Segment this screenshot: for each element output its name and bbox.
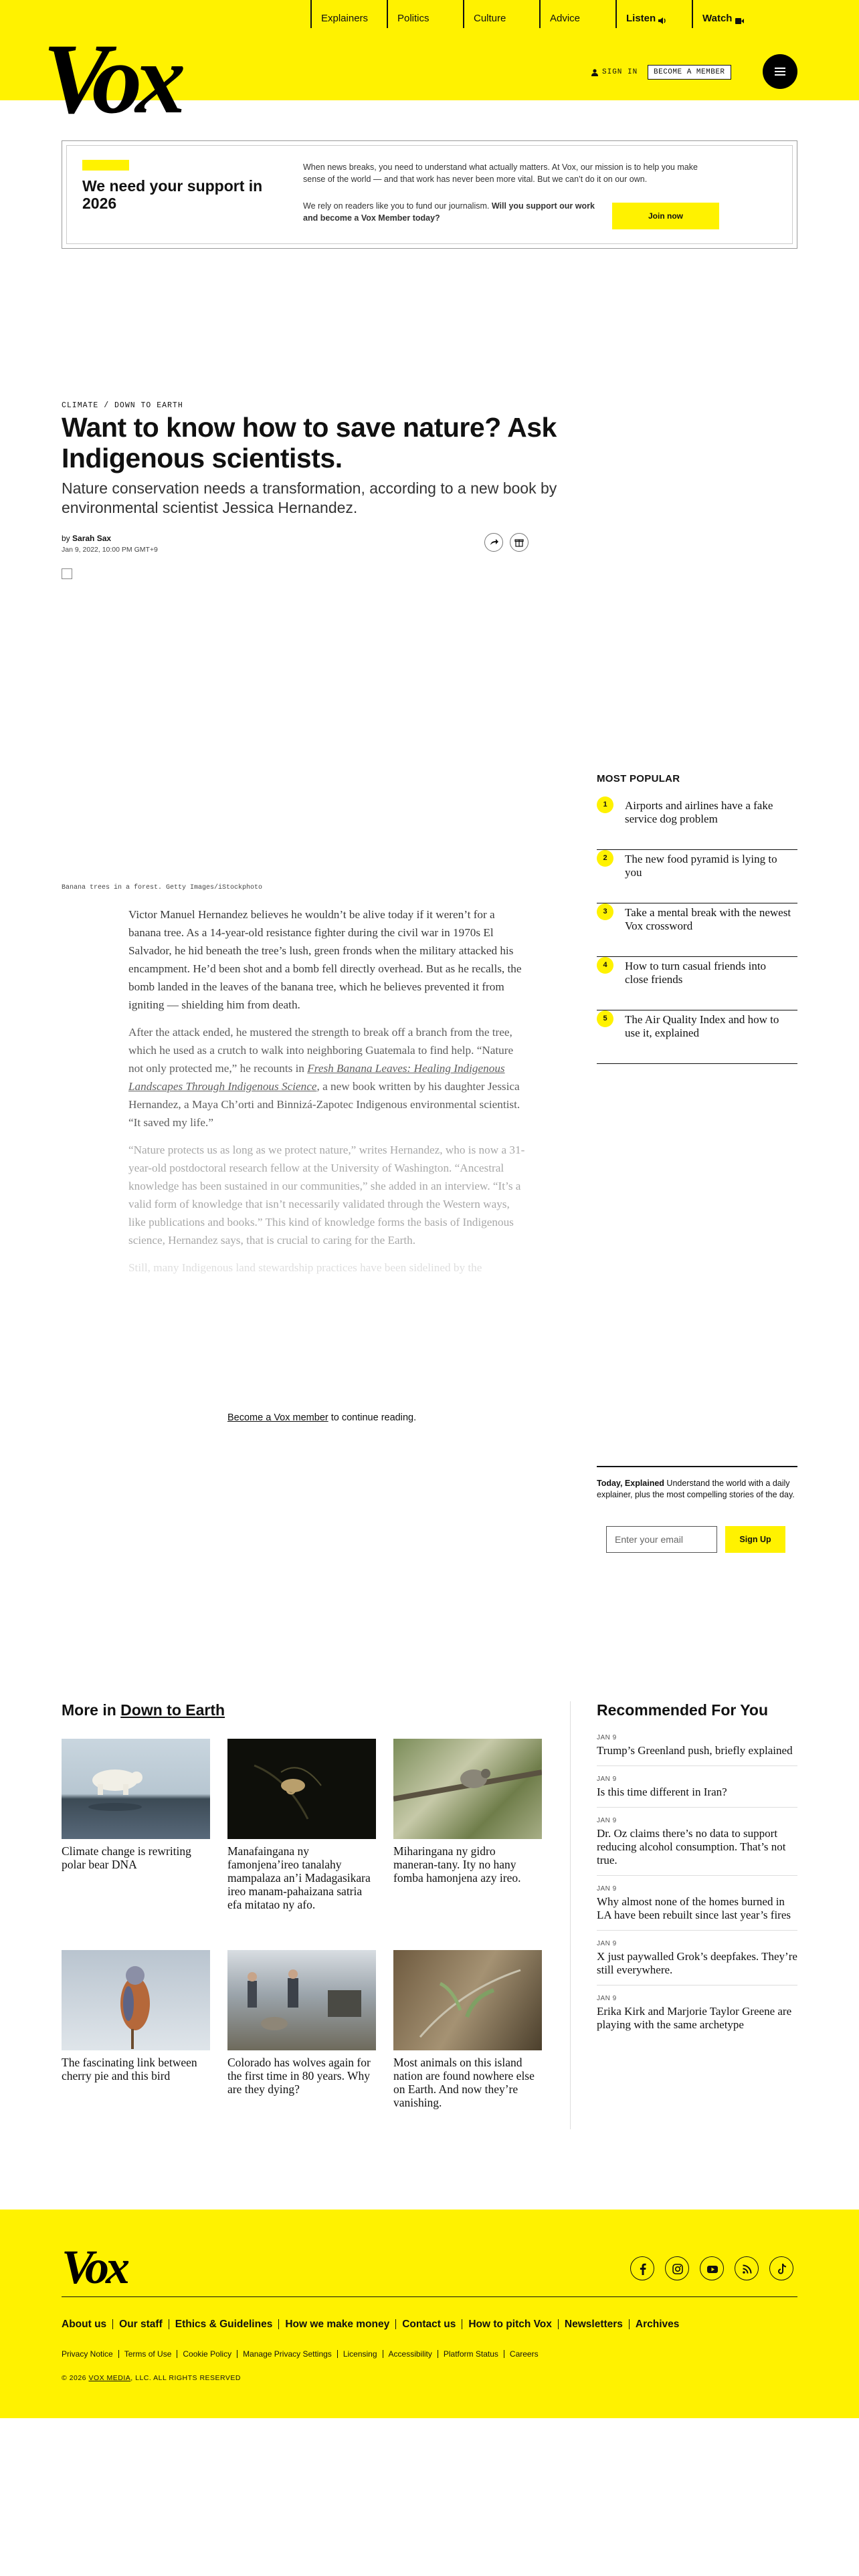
publish-date: Jan 9, 2022, 10:00 PM GMT+9 xyxy=(62,546,158,554)
nav-watch[interactable] xyxy=(692,0,768,28)
more-in-heading xyxy=(62,1701,225,1719)
nav-culture[interactable]: Culture xyxy=(463,0,539,28)
recommended-for-you xyxy=(597,1701,797,2049)
kestrel-image xyxy=(62,1950,210,2050)
paragraph-2b: , a new book written by his daughter Jessica Hernandez, a Maya Ch’orti and Binnizá-Zapotec Indigenous environmental scientist. “It saved my life.” xyxy=(128,1080,520,1129)
popular-item[interactable] xyxy=(597,850,797,903)
recommended-headline[interactable]: Trump’s Greenland push, briefly explained xyxy=(597,1744,793,1757)
facebook-link[interactable] xyxy=(630,2256,654,2280)
vox-media-link[interactable]: VOX MEDIA xyxy=(88,2374,131,2382)
story-card[interactable] xyxy=(227,1739,376,1911)
footer-link[interactable]: Ethics & Guidelines xyxy=(169,2319,279,2329)
support-text-2 xyxy=(303,200,597,224)
recommended-headline[interactable]: Erika Kirk and Marjorie Taylor Greene are playing with the same archetype xyxy=(597,2005,792,2031)
hamburger-icon-line xyxy=(775,74,785,76)
popular-item[interactable] xyxy=(597,796,797,850)
recommended-date: JAN 9 xyxy=(597,1885,617,1893)
story-title[interactable]: Climate change is rewriting polar bear DNA xyxy=(62,1844,191,1871)
recommended-headline[interactable]: Dr. Oz claims there’s no data to support reducing alcohol consumption. That’s not true. xyxy=(597,1827,786,1866)
legal-link[interactable]: Accessibility xyxy=(383,2350,438,2358)
recommended-item[interactable] xyxy=(597,1940,797,1985)
author-link[interactable]: Sarah Sax xyxy=(72,534,112,543)
youtube-icon xyxy=(700,2257,725,2281)
copyright-a: © 2026 xyxy=(62,2374,89,2382)
footer-link[interactable]: Archives xyxy=(629,2319,685,2329)
recommended-date: JAN 9 xyxy=(597,1995,617,2002)
recommended-headline[interactable]: X just paywalled Grok’s deepfakes. They’re still everywhere. xyxy=(597,1950,797,1976)
rank-badge: 5 xyxy=(597,1010,613,1027)
paragraph-2 xyxy=(128,1023,526,1132)
legal-link[interactable]: Terms of Use xyxy=(118,2350,177,2358)
footer-legal-links xyxy=(62,2350,544,2358)
article-headline: Want to know how to save nature? Ask Indigenous scientists. xyxy=(62,412,557,473)
nav-explainers[interactable]: Explainers xyxy=(310,0,387,28)
popular-item[interactable] xyxy=(597,1010,797,1064)
nav-politics[interactable]: Politics xyxy=(387,0,463,28)
top-nav xyxy=(310,0,768,28)
paragraph-2a: After the attack ended, he mustered the strength to break off a branch from the tree, which he used as a crutch to walk into neighboring Guatemala to find help. “Nature not only protected me,” he recounts in xyxy=(128,1026,514,1075)
chameleon-image xyxy=(227,1739,376,1839)
footer-main-links xyxy=(62,2319,685,2329)
share-button[interactable] xyxy=(484,533,503,552)
youtube-link[interactable] xyxy=(700,2256,724,2280)
newsletter-signup xyxy=(597,1466,797,1545)
copyright-b: , LLC. ALL RIGHTS RESERVED xyxy=(130,2374,242,2382)
story-card[interactable] xyxy=(393,1950,542,2109)
vox-logo[interactable] xyxy=(43,31,210,118)
rank-badge: 1 xyxy=(597,796,613,813)
instagram-link[interactable] xyxy=(665,2256,689,2280)
user-icon xyxy=(591,69,598,76)
story-title[interactable]: Colorado has wolves again for the first time in 80 years. Why are they dying? xyxy=(227,2056,371,2096)
menu-button[interactable] xyxy=(763,54,797,89)
hamburger-icon-line xyxy=(775,71,785,72)
most-popular xyxy=(597,773,797,1064)
story-card[interactable] xyxy=(393,1739,542,1885)
thumbnail[interactable] xyxy=(62,1739,210,1839)
popular-title[interactable]: Take a mental break with the newest Vox crossword xyxy=(625,906,791,932)
site-header xyxy=(0,0,859,118)
recommended-item[interactable] xyxy=(597,1734,797,1766)
footer-vox-logo[interactable] xyxy=(62,2246,146,2287)
footer-link[interactable]: About us xyxy=(62,2319,107,2330)
plant-image xyxy=(393,1950,542,2050)
sign-in-label: SIGN IN xyxy=(602,68,638,76)
support-accent-bar xyxy=(82,160,129,171)
thumbnail[interactable] xyxy=(393,1950,542,2050)
hamburger-icon xyxy=(775,68,785,69)
recommended-date: JAN 9 xyxy=(597,1776,617,1783)
rank-badge: 4 xyxy=(597,957,613,974)
most-popular-title: MOST POPULAR xyxy=(597,773,680,784)
section-link[interactable]: Down to Earth xyxy=(120,1701,225,1719)
thumbnail[interactable] xyxy=(227,1739,376,1839)
popular-item[interactable] xyxy=(597,957,797,1010)
legal-link[interactable]: Privacy Notice xyxy=(62,2349,113,2359)
popular-item[interactable] xyxy=(597,903,797,957)
site-footer xyxy=(0,2210,859,2418)
story-card[interactable] xyxy=(62,1739,210,1871)
rank-badge: 2 xyxy=(597,850,613,867)
footer-link[interactable]: Contact us xyxy=(395,2319,462,2329)
story-title[interactable]: Manafaingana ny famonjena’ireo tanalahy mampalaza an’i Madagasikara ireo manam-pahaizana satria efa mitatao ny afo. xyxy=(227,1844,371,1911)
footer-divider xyxy=(62,2296,797,2297)
footer-link[interactable]: Our staff xyxy=(112,2319,169,2329)
support-text-1: When news breaks, you need to understand what actually matters. At Vox, our mission is to help you make sense of the world — and that work has never been more vital. But we can’t do it on our own. xyxy=(303,163,698,184)
recommended-date: JAN 9 xyxy=(597,1734,617,1741)
story-card[interactable] xyxy=(227,1950,376,2096)
popular-title[interactable]: How to turn casual friends into close friends xyxy=(625,960,767,986)
popular-title[interactable]: The new food pyramid is lying to you xyxy=(625,853,777,879)
rss-link[interactable] xyxy=(735,2256,759,2280)
rank-badge: 3 xyxy=(597,903,613,920)
tiktok-link[interactable] xyxy=(769,2256,793,2280)
more-in-prefix: More in xyxy=(62,1701,121,1719)
support-banner xyxy=(62,140,797,249)
paragraph-3: “Nature protects us as long as we protect nature,” writes Hernandez, who is now a 31-year-old postdoctoral research fellow at the University of Washington. “Ancestral knowledge has been sustained in our communities,” she added in an interview. “It’s a valid form of knowledge that isn’t necessarily validated through the Western ways, like publications and books.” This kind of knowledge forms the basis of Indigenous science, Hernandez says, that is crucial to caring for the Earth. xyxy=(128,1144,525,1247)
story-title[interactable]: Most animals on this island nation are found nowhere else on Earth. And now they’re vanishing. xyxy=(393,2056,535,2109)
footer-link[interactable]: Newsletters xyxy=(558,2319,629,2329)
recommended-item[interactable] xyxy=(597,1776,797,1808)
wolves-image xyxy=(227,1950,376,2050)
footer-link[interactable]: How we make money xyxy=(278,2319,395,2329)
story-title[interactable]: Miharingana ny gidro maneran-tany. Ity no hany fomba hamonjena azy ireo. xyxy=(393,1844,521,1885)
nav-listen[interactable] xyxy=(615,0,692,28)
join-now-button[interactable]: Join now xyxy=(612,203,719,229)
polar-bear-image xyxy=(62,1739,210,1839)
book-link[interactable]: Fresh Banana Leaves: Healing Indigenous Landscapes Through Indigenous Science xyxy=(128,1062,505,1093)
recommended-date: JAN 9 xyxy=(597,1817,617,1824)
speaker-icon xyxy=(658,17,666,24)
footer-link[interactable]: How to pitch Vox xyxy=(462,2319,558,2329)
recommended-headline[interactable]: Is this time different in Iran? xyxy=(597,1786,727,1798)
byline-by: by xyxy=(62,534,70,543)
sign-up-button[interactable]: Sign Up xyxy=(725,1526,785,1553)
byline xyxy=(62,534,111,543)
become-member-link[interactable]: Become a Vox member xyxy=(227,1412,328,1423)
story-title[interactable]: The fascinating link between cherry pie and this bird xyxy=(62,2056,197,2082)
support-text-2b: Will you support our work and become a Vox Member today? xyxy=(303,201,595,223)
gift-icon xyxy=(510,534,528,551)
nav-watch-label: Watch xyxy=(702,13,733,24)
support-text-2a: We rely on readers like you to fund our journalism. xyxy=(303,201,492,211)
thumbnail[interactable] xyxy=(62,1950,210,2050)
paywall-message xyxy=(227,1412,416,1423)
article-kicker[interactable]: CLIMATE / DOWN TO EARTH xyxy=(62,401,183,410)
support-title: We need your support in 2026 xyxy=(82,177,263,212)
legal-link[interactable]: Manage Privacy Settings xyxy=(237,2350,337,2358)
paragraph-4: Still, many Indigenous land stewardship practices have been sidelined by the xyxy=(128,1261,482,1274)
article-dek: Nature conservation needs a transformation, according to a new book by environmental scientist Jessica Hernandez. xyxy=(62,479,557,516)
thumbnail[interactable] xyxy=(393,1739,542,1839)
article-body xyxy=(128,905,526,1286)
gift-button[interactable] xyxy=(510,533,529,552)
lemur-image xyxy=(393,1739,542,1839)
legal-link[interactable]: Platform Status xyxy=(438,2350,504,2358)
recommended-item[interactable] xyxy=(597,1817,797,1876)
recommended-title: Recommended For You xyxy=(597,1701,769,1719)
recommended-item[interactable] xyxy=(597,1995,797,2040)
copyright xyxy=(62,2374,241,2382)
paywall-rest: to continue reading. xyxy=(328,1412,417,1423)
rss-icon xyxy=(735,2257,759,2281)
tiktok-icon xyxy=(770,2257,794,2281)
instagram-icon xyxy=(666,2257,690,2281)
email-input[interactable]: Enter your email xyxy=(606,1526,717,1553)
legal-link[interactable]: Careers xyxy=(504,2350,544,2358)
article-image-placeholder xyxy=(62,568,72,579)
video-icon xyxy=(735,18,744,24)
newsletter-desc: Understand the world with a daily explainer, plus the most compelling stories of the day. xyxy=(597,1479,795,1499)
image-caption: Banana trees in a forest. Getty Images/iStockphoto xyxy=(62,884,263,891)
legal-link[interactable]: Cookie Policy xyxy=(177,2350,237,2358)
sign-in-link[interactable] xyxy=(591,68,638,76)
become-member-button[interactable]: BECOME A MEMBER xyxy=(648,65,731,80)
svg-text:Vox: Vox xyxy=(43,31,179,118)
newsletter-name: Today, Explained xyxy=(597,1479,664,1488)
thumbnail[interactable] xyxy=(227,1950,376,2050)
nav-listen-label: Listen xyxy=(626,13,656,24)
facebook-icon xyxy=(631,2257,655,2281)
column-divider xyxy=(570,1701,571,2129)
popular-title[interactable]: The Air Quality Index and how to use it, explained xyxy=(625,1013,779,1039)
nav-advice[interactable]: Advice xyxy=(539,0,615,28)
paragraph-1: Victor Manuel Hernandez believes he wouldn’t be alive today if it weren’t for a banana tree. As a 14-year-old resistance fighter during the civil war in 1970s El Salvador, he hid beneath the tree’s lush, green fronds when the military attacked his encampment. He’d been shot and a bomb fell directly overhead. But as he recalls, the bomb landed in the leaves of the banana tree, which he believes prevented it from igniting — shielding him from death. xyxy=(128,908,522,1011)
recommended-item[interactable] xyxy=(597,1885,797,1931)
legal-link[interactable]: Licensing xyxy=(337,2350,383,2358)
svg-text:Vox: Vox xyxy=(62,2246,127,2287)
newsletter-text xyxy=(597,1478,797,1501)
recommended-date: JAN 9 xyxy=(597,1940,617,1947)
share-icon xyxy=(485,534,502,551)
recommended-headline[interactable]: Why almost none of the homes burned in LA have been rebuilt since last year’s fires xyxy=(597,1895,791,1921)
popular-title[interactable]: Airports and airlines have a fake service dog problem xyxy=(625,799,773,825)
story-card[interactable] xyxy=(62,1950,210,2082)
